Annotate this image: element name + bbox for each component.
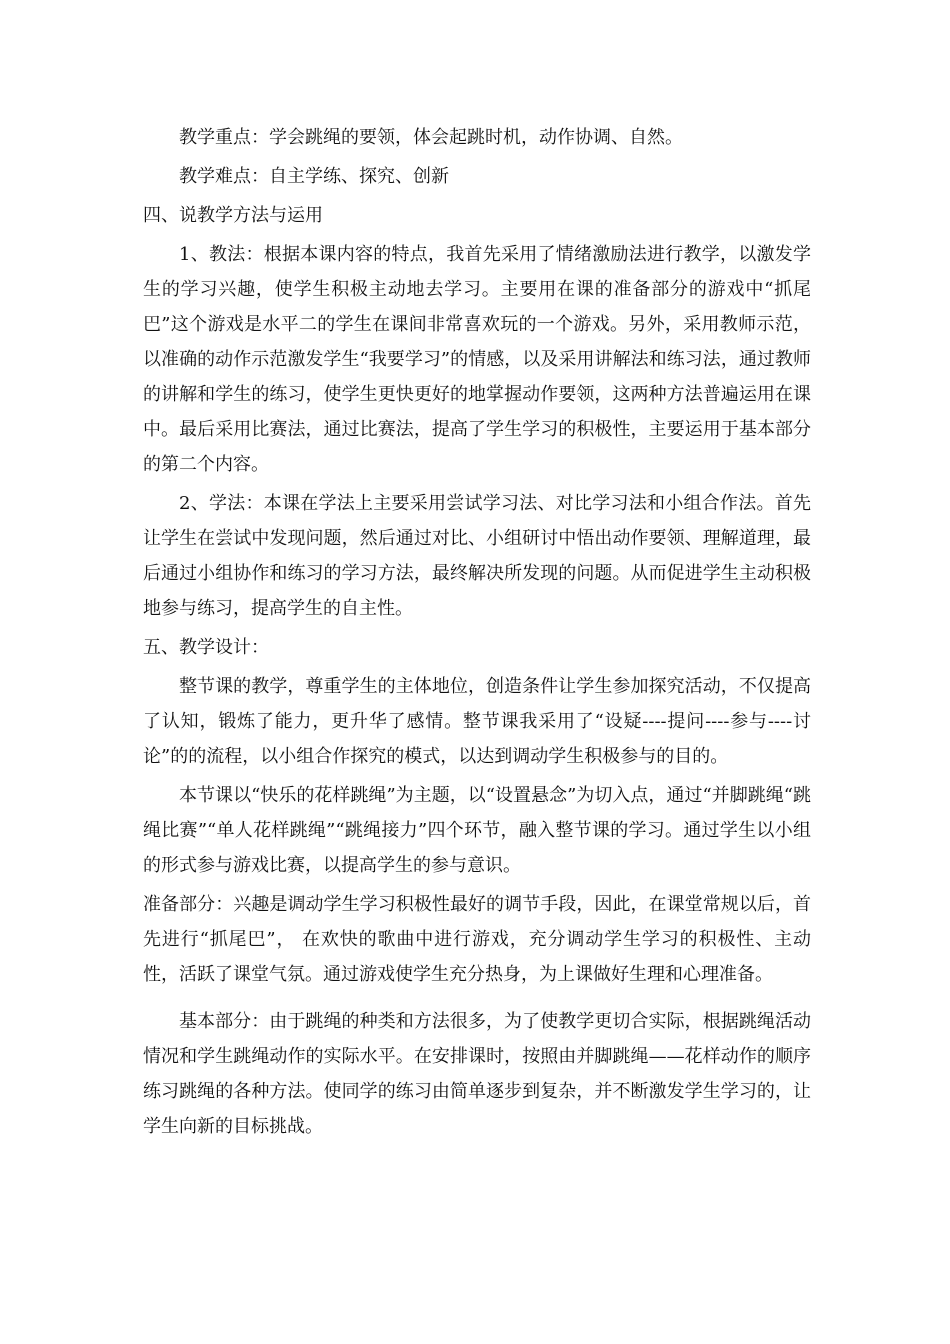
document-body [143,120,811,1144]
section-heading-design: 五、教学设计： [143,637,269,658]
preparation-paragraph: 准备部分：兴趣是调动学生学习积极性最好的调节手段，因此，在课堂常规以后，首先进行“抓尾巴”， 在欢快的歌曲中进行游戏，充分调动学生学习的积极性、主动性，活跃了课堂气氛。通过游戏使学生充分热身，为上课做好生理和心理准备。 [143,894,811,985]
teaching-method-paragraph: 1、教法：根据本课内容的特点，我首先采用了情绪激励法进行教学，以激发学生的学习兴趣，使学生积极主动地去学习。主要用在课的准备部分的游戏中“抓尾巴”这个游戏是水平二的学生在课间非常喜欢玩的一个游戏。另外，采用教师示范，以准确的动作示范激发学生“我要学习”的情感，以及采用讲解法和练习法，通过教师的讲解和学生的练习，使学生更快更好的地掌握动作要领，这两种方法普遍运用在课中。最后采用比赛法，通过比赛法，提高了学生学习的积极性，主要运用于基本部分的第二个内容。 [143,244,811,475]
learning-method-paragraph: 2、学法：本课在学法上主要采用尝试学习法、对比学习法和小组合作法。首先让学生在尝试中发现问题，然后通过对比、小组研讨中悟出动作要领、理解道理，最后通过小组协作和练习的学习方法，最终解决所发现的问题。从而促进学生主动积极地参与练习，提高学生的自主性。 [143,493,811,619]
section-heading-methods: 四、说教学方法与运用 [143,205,323,226]
design-overview-paragraph: 整节课的教学，尊重学生的主体地位，创造条件让学生参加探究活动，不仅提高了认知，锻炼了能力，更升华了感情。整节课我采用了“设疑----提问----参与----讨论”的的流程，以小组合作探究的模式，以达到调动学生积极参与的目的。 [143,676,811,767]
theme-paragraph: 本节课以“快乐的花样跳绳”为主题，以“设置悬念”为切入点，通过“并脚跳绳“跳绳比赛”“单人花样跳绳”“跳绳接力”四个环节，融入整节课的学习。通过学生以小组的形式参与游戏比赛，以提高学生的参与意识。 [143,785,811,876]
difficulty-paragraph: 教学难点：自主学练、探究、创新 [179,166,449,187]
key-point-paragraph: 教学重点：学会跳绳的要领，体会起跳时机，动作协调、自然。 [179,127,683,148]
basic-part-paragraph: 基本部分：由于跳绳的种类和方法很多，为了使教学更切合实际，根据跳绳活动情况和学生跳绳动作的实际水平。在安排课时，按照由并脚跳绳——花样动作的顺序练习跳绳的各种方法。使同学的练习由简单逐步到复杂，并不断激发学生学习的，让学生向新的目标挑战。 [143,1011,811,1137]
